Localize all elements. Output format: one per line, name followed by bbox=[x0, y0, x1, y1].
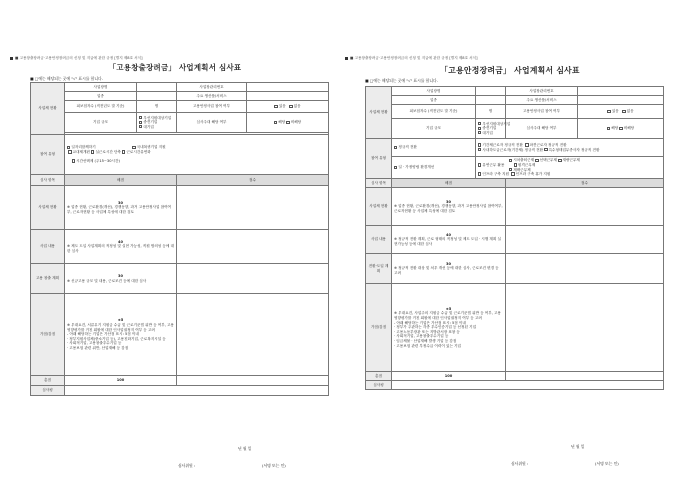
shift-checkbox[interactable] bbox=[68, 150, 71, 153]
fixed-term-checkbox[interactable] bbox=[478, 143, 481, 146]
review-row: 가점/감점 ±5 ※ 우대요건, 사업주의 지원금 수급 및 근로기준법 위반 등 여부, 고용영향평가를 거친 회원에 대한 인사업권정지 여부 등 고려 - 아래 해당하는 기업은 가산점 표시: 5점 이내 · 정부가 주관하는 각종 우수인증기업 등 선정된 기업 · 고용노동부장관 또는 지방관서장 표창 등 · 사회적기업, 고용창출우수기업 등 · 임금체불 · 산업재해 발생 기업 등 감점 · 고용보험 관련 부정수급 이력이 있는 기업 bbox=[366, 284, 664, 372]
applicable-checkbox[interactable] bbox=[274, 121, 277, 124]
not-applicable-checkbox[interactable] bbox=[286, 121, 289, 124]
review-row: 심사평 bbox=[31, 386, 329, 396]
special-type-checkbox[interactable] bbox=[544, 148, 547, 151]
no-checkbox[interactable] bbox=[289, 105, 292, 108]
review-row: 사업체 현황 30 ※ 업종 현황, 근로환경(개선), 경쟁동향, 과거 고용안정사업 참여여부, 근로자현황 등 사업체 특성에 대한 검토 bbox=[366, 188, 664, 226]
applicable-checkbox[interactable] bbox=[607, 127, 610, 130]
comment-field[interactable] bbox=[65, 386, 329, 396]
size-midsize-checkbox[interactable] bbox=[139, 121, 142, 124]
name-field[interactable] bbox=[476, 87, 506, 96]
score-field-4[interactable] bbox=[177, 294, 329, 376]
name-field[interactable] bbox=[137, 83, 177, 92]
form-note: ■ □에는 해당되는 곳에 "√" 표시를 합니다. bbox=[365, 78, 438, 83]
sign-label: (서명 또는 인) bbox=[262, 463, 286, 468]
flex-hours-checkbox[interactable] bbox=[122, 150, 125, 153]
score-field-3[interactable] bbox=[177, 264, 329, 294]
form-title: 「고용안정장려금」 사업계획서 심사표 bbox=[440, 66, 580, 75]
company-table: 사업체 현황 사업장명 사업장관리번호 업종 주요 생산품/서비스 피보험자수 (직전년도 말 기준) 명 고용안정사업 참여 여부 있음 없음 기업 규모 우선지원대상기업 중견기업 대기업 심사주대 해당 여부 해당 비해당 참여 유형 정규직 전환 기간제근로자 정규직 전환 파견근로자 정규직 전환 사내하도급근로자(기간제) 정규직 전환 특수형태업무종사자 정규직 전환 일 · 가정양립 환경개선 시차출퇴근제 선택근무제 재량근무제 유연근무 활용 원격근무제 재택근무제 인프라 구축 지원 인프라 구축 휴가 지원 심사 항목 배점 점수 사업체 현황 30 ※ 업종 현황, 근로환경(개선), 경쟁동향, 과거 고용안정사업 참여여부, 근로자현황 등 사업체 특성에 대한 검토 사업 내용 40 ※ 정규직 전환 계획, 근로 형태의 적정성 및 제도 도입 · 시행 계획 실현가능성 등에 대한 심사 전환·도입 계획 30 ※ 정규직 전환 대상 및 처우 개선 등에 대한 심사, 근로조건 변경 등 고려 가점/감점 ±5 ※ 우대요건, 사업주의 지원금 수급 및 근로기준법 위반 등 여부, 고용영향평가를 거친 회원에 대한 인사업권정지 여부 등 고려 - 아래 해당하는 기업은 가산점 표시: 5점 이내 · 정부가 주관하는 각종 우수인증기업 등 선정된 기업 · 고용노동부장관 또는 지방관서장 표창 등 · 사회적기업, 고용창출우수기업 등 · 임금체불 · 산업재해 발생 기업 등 감점 · 고용보험 관련 부정수급 이력이 있는 기업 총점 100 심사평 bbox=[365, 86, 664, 390]
reduce-hours-checkbox[interactable] bbox=[91, 150, 94, 153]
date-line: 년 월 일 bbox=[571, 444, 585, 449]
form-title: 「고용창출장려금」 사업계획서 심사표 bbox=[108, 63, 242, 72]
form-header: ■ 고용창출장려금·고용안정장려금의 신청 및 지급에 관한 규정 [별지 제8호 서식] bbox=[345, 56, 478, 61]
industry-field[interactable] bbox=[476, 96, 506, 105]
yes-checkbox[interactable] bbox=[274, 105, 277, 108]
reviewer-label: 심사위원 : bbox=[178, 463, 196, 468]
right-form-page bbox=[345, 0, 675, 481]
not-applicable-checkbox[interactable] bbox=[619, 127, 622, 130]
remote-checkbox[interactable] bbox=[514, 163, 517, 166]
comment-field[interactable] bbox=[392, 381, 664, 390]
review-row: 고용 창출 계획 30 ※ 신규고용 규모 및 내용, 근로조건 등에 대한 심사 bbox=[31, 264, 329, 294]
review-row: 심사평 bbox=[366, 381, 664, 390]
score-field-4[interactable] bbox=[506, 284, 664, 372]
infra-checkbox[interactable] bbox=[478, 172, 481, 175]
product-field[interactable] bbox=[247, 92, 329, 101]
square-bullet-icon bbox=[10, 57, 13, 60]
review-row: 사업 내용 40 ※ 제도 도입 사업계획의 적정성 및 실현 가능성, 직원 합의성 등에 대한 심사 bbox=[31, 230, 329, 264]
review-row: 전환·도입 계획 30 ※ 정규직 전환 대상 및 처우 개선 등에 대한 심사, 근로조건 변경 등 고려 bbox=[366, 254, 664, 284]
total-score-field[interactable] bbox=[177, 376, 329, 386]
review-row: 총점 100 bbox=[31, 376, 329, 386]
conversion-checkbox[interactable] bbox=[394, 146, 397, 149]
no-checkbox[interactable] bbox=[622, 110, 625, 113]
date-line: 년 월 일 bbox=[238, 446, 252, 451]
score-field-1[interactable] bbox=[506, 188, 664, 226]
section-company: 사업체 현황 bbox=[366, 87, 392, 139]
discretion-checkbox[interactable] bbox=[558, 159, 561, 162]
job-sharing-checkbox[interactable] bbox=[67, 146, 70, 149]
dispatch-checkbox[interactable] bbox=[525, 143, 528, 146]
size-priority-checkbox[interactable] bbox=[478, 122, 481, 125]
left-form-page bbox=[10, 0, 340, 481]
product-field[interactable] bbox=[578, 96, 664, 105]
section-company: 사업체 현황 bbox=[31, 83, 65, 135]
flex-use-checkbox[interactable] bbox=[478, 163, 481, 166]
sign-label: (서명 또는 인) bbox=[595, 461, 619, 466]
work-life-checkbox[interactable] bbox=[394, 166, 397, 169]
review-row: 사업 내용 40 ※ 정규직 전환 계획, 근로 형태의 적정성 및 제도 도입 · 시행 계획 실현가능성 등에 대한 심사 bbox=[366, 226, 664, 254]
form-header: ■ 고용창출장려금·고용안정장려금의 신청 및 지급에 관한 규정 [별지 제8호 서식] bbox=[10, 56, 143, 61]
size-large-checkbox[interactable] bbox=[139, 125, 142, 128]
section-participation: 참여 유형 bbox=[366, 139, 392, 179]
review-row: 총점 100 bbox=[366, 372, 664, 381]
total-score-field[interactable] bbox=[506, 372, 664, 381]
score-field-1[interactable] bbox=[177, 186, 329, 230]
industry-field[interactable] bbox=[137, 92, 177, 101]
review-row: 사업체 현황 30 ※ 업종 현황, 근로환경(개선), 경쟁동향, 과거 고용안정사업 참여여부, 근로자현황 등 사업체 특성에 대한 검토 bbox=[31, 186, 329, 230]
size-large-checkbox[interactable] bbox=[478, 131, 481, 134]
score-field-3[interactable] bbox=[506, 254, 664, 284]
review-row: 가점/감점 ±5 ※ 우대요건, 서류무기 지원금 수급 및 근로기준법 위반 등 여부, 고용영향평가를 거친 회원에 대한 인사업권정지 여부 등 고려 - 아래 해당하는 기업은 가산점 표시: 5점 이내 · 정부지원사업체(중소기업 등), 고용친화기업, 근로복지시설 등 · 사회적기업, 고용창출우수기업 등 · 고용보험 관련 위반, 산업재해 등 감점 bbox=[31, 294, 329, 376]
mgmt-no-field[interactable] bbox=[578, 87, 664, 96]
company-table: 사업체 현황 사업장명 사업장관리번호 업종 주요 생산품/서비스 피보험자수 (직전년도 말 기준) 명 고용안정사업 참여 여부 있음 없음 기업 규모 우선지원대상기업 중견기업 대기업 심사주대 해당 여부 해당 비해당 참여 유형 일자리함께하기 국내복귀기업 지원 교대제개편 실근로시간 단축 근로시간유연화 시간선택제 (주15~30시간) 심사 항목 배점 점수 사업체 현황 30 ※ 업종 현황, 근로환경(개선), 경쟁동향, 과거 고용안정사업 참여여부, 근로자현황 등 사업체 특성에 대한 검토 사업 내용 40 ※ 제도 도입 사업계획의 적정성 및 실현 가능성, 직원 합의성 등에 대한 심사 고용 창출 계획 30 ※ 신규고용 규모 및 내용, 근로조건 등에 대한 심사 가점/감점 ±5 ※ 우대요건, 서류무기 지원금 수급 및 근로기준법 위반 등 여부, 고용영향평가를 거친 회원에 대한 인사업권정지 여부 등 고려 - 아래 해당하는 기업은 가산점 표시: 5점 이내 · 정부지원사업체(중소기업 등), 고용친화기업, 근로복지시설 등 · 사회적기업, 고용창출우수기업 등 · 고용보험 관련 위반, 산업재해 등 감점 총점 100 심사평 bbox=[30, 82, 329, 396]
section-review: 심사 항목 bbox=[31, 175, 65, 186]
infra-leave-checkbox[interactable] bbox=[511, 172, 514, 175]
reshoring-checkbox[interactable] bbox=[132, 146, 135, 149]
staggered-checkbox[interactable] bbox=[509, 159, 512, 162]
section-participation: 참여 유형 bbox=[31, 135, 65, 175]
part-time-checkbox[interactable] bbox=[72, 159, 75, 162]
mgmt-no-field[interactable] bbox=[247, 83, 329, 92]
score-field-2[interactable] bbox=[506, 226, 664, 254]
yes-checkbox[interactable] bbox=[607, 110, 610, 113]
home-checkbox[interactable] bbox=[509, 168, 512, 171]
reviewer-label: 심사위원 : bbox=[511, 461, 529, 466]
form-note: ■ □에는 해당되는 곳에 "√" 표시를 합니다. bbox=[30, 76, 103, 81]
selective-checkbox[interactable] bbox=[535, 159, 538, 162]
size-priority-checkbox[interactable] bbox=[139, 116, 142, 119]
section-review: 심사 항목 bbox=[366, 179, 392, 188]
size-midsize-checkbox[interactable] bbox=[478, 127, 481, 130]
square-bullet-icon bbox=[345, 57, 348, 60]
score-field-2[interactable] bbox=[177, 230, 329, 264]
subcontract-checkbox[interactable] bbox=[478, 148, 481, 151]
